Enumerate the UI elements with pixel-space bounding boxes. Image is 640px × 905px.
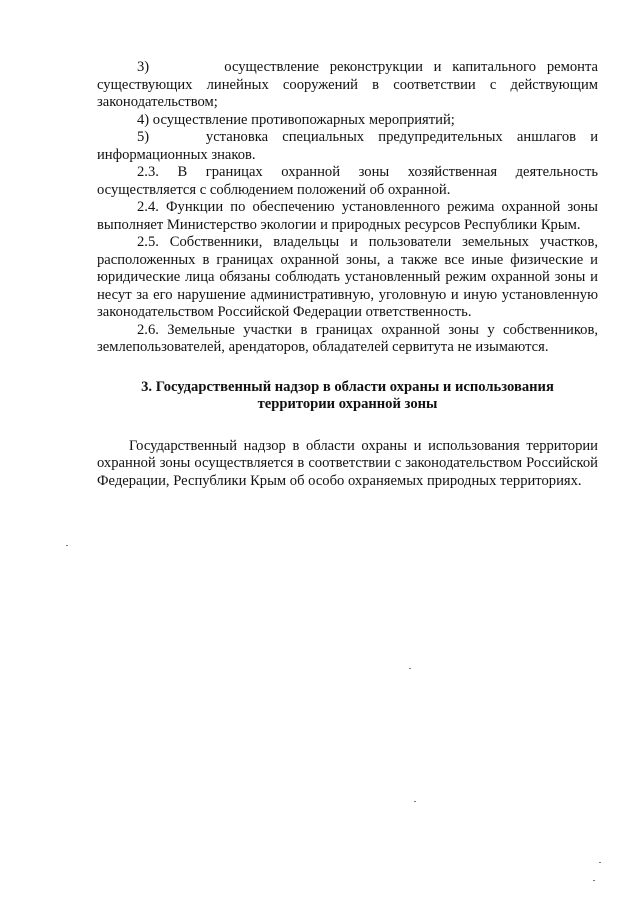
paragraph-item-5: 5) установка специальных предупредительных аншлагов и информационных знаков. [97,129,598,163]
scan-speck [593,880,595,881]
paragraph-2-3: 2.3. В границах охранной зоны хозяйственная деятельность осуществляется с соблюдением положений об охранной. [97,164,598,198]
paragraph-item-3: 3) осуществление реконструкции и капитального ремонта существующих линейных сооружений в соответствии с действующим законодательством; [97,59,598,110]
document-body [97,59,598,490]
section-heading: 3. Государственный надзор в области охраны и использования территории охранной зоны [141,378,554,412]
scan-speck [599,862,601,863]
paragraph-item-4: 4) осуществление противопожарных мероприятий; [137,111,455,128]
scan-speck [409,668,411,669]
paragraph-2-6: 2.6. Земельные участки в границах охранной зоны у собственников, землепользователей, арендаторов, обладателей сервитута не изымаются. [97,321,598,355]
scan-speck [66,545,68,546]
section-paragraph: Государственный надзор в области охраны и использования территории охранной зоны осуществляется в соответствии с законодательством Российской Федерации, Республики Крым об особо охраняемых природных территориях. [97,437,598,489]
paragraph-2-4: 2.4. Функции по обеспечению установленного режима охранной зоны выполняет Министерство экологии и природных ресурсов Республики Крым. [97,199,598,233]
paragraph-2-5: 2.5. Собственники, владельцы и пользователи земельных участков, расположенных в границах охранной зоны, а также все иные физические и юридические лица обязаны соблюдать установленный режим охранной зоны и несут за его нарушение административную, уголовную и иную установленную законодательством Российской Федерации ответственность. [97,234,598,320]
scan-speck [414,801,416,802]
